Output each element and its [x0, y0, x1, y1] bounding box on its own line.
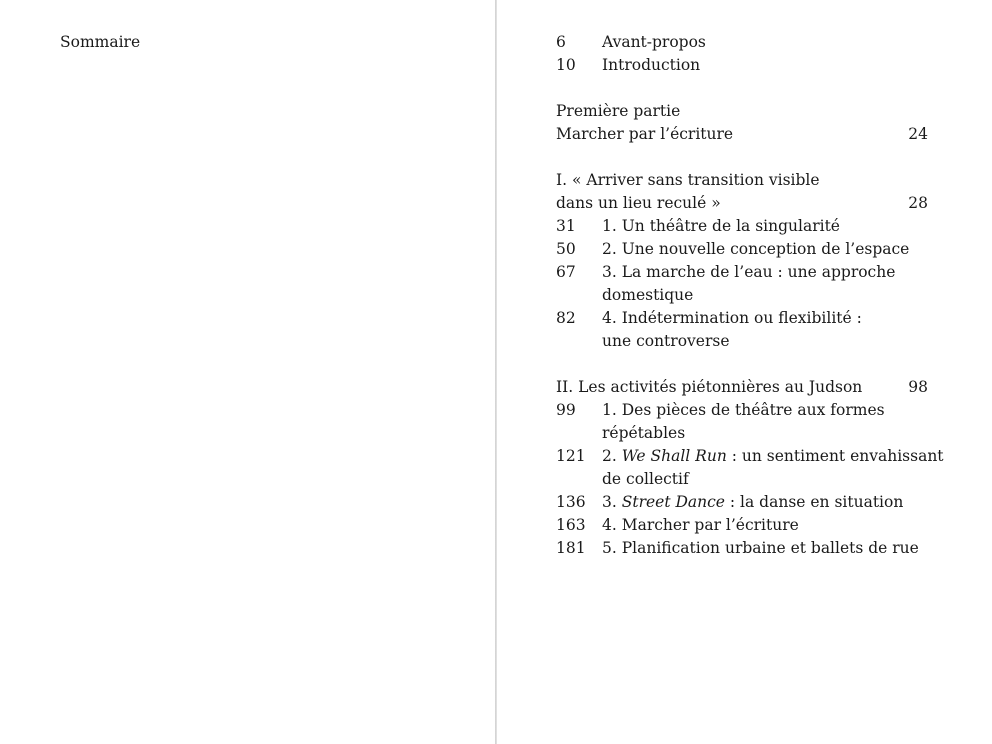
toc-page-number: 24 — [908, 125, 928, 143]
chapter-title-line: II. Les activités piétonnières au Judson — [556, 378, 863, 396]
toc-section-cont[interactable] — [556, 330, 936, 353]
toc-page-number: 6 — [556, 33, 566, 51]
toc-section-label: une controverse — [602, 332, 730, 350]
toc-page-number: 50 — [556, 240, 576, 258]
section-rest: : un sentiment envahissant — [726, 447, 944, 465]
toc-section-label: 1. Des pièces de théâtre aux formes — [602, 401, 885, 419]
chapter-title-line: I. « Arriver sans transition visible — [556, 171, 820, 189]
table-of-contents — [556, 31, 944, 560]
toc-page-number: 181 — [556, 539, 586, 557]
toc-section[interactable] — [556, 215, 936, 238]
toc-section-label: 3. La marche de l’eau : une approche — [602, 263, 896, 281]
toc-page-number: 28 — [908, 194, 928, 212]
section-prefix: 2. — [602, 447, 622, 465]
toc-section-label: 1. Un théâtre de la singularité — [602, 217, 840, 235]
toc-section-label: domestique — [602, 286, 694, 304]
italic-title: Street Dance — [621, 493, 725, 511]
toc-section[interactable] — [556, 238, 936, 261]
italic-title: We Shall Run — [621, 447, 727, 465]
toc-entry-introduction[interactable] — [556, 54, 936, 77]
section-prefix: 3. — [602, 493, 622, 511]
toc-section[interactable] — [556, 307, 936, 330]
toc-section[interactable] — [556, 514, 936, 537]
toc-section-label: 4. Marcher par l’écriture — [602, 516, 799, 534]
part-title-label: Marcher par l’écriture — [556, 125, 734, 143]
toc-page-number: 82 — [556, 309, 576, 327]
toc-section-label: répétables — [602, 424, 686, 442]
toc-page-number: 10 — [556, 56, 576, 74]
toc-chapter-title-cont[interactable] — [556, 192, 936, 215]
toc-entry-avant-propos[interactable] — [556, 31, 936, 54]
toc-section-label: 4. Indétermination ou flexibilité : — [602, 309, 862, 327]
toc-section[interactable] — [556, 537, 936, 560]
toc-section[interactable] — [556, 261, 936, 284]
part-heading-label: Première partie — [556, 102, 681, 120]
toc-chapter-title[interactable] — [556, 376, 936, 399]
page-title: Sommaire — [60, 33, 141, 51]
toc-page-number: 121 — [556, 447, 586, 465]
toc-page-number: 136 — [556, 493, 586, 511]
toc-section-label — [602, 491, 903, 514]
toc-section-label: de collectif — [602, 470, 689, 488]
toc-page-number: 31 — [556, 217, 576, 235]
toc-page-number: 67 — [556, 263, 576, 281]
toc-part-title[interactable] — [556, 123, 936, 146]
chapter-title-line: dans un lieu reculé » — [556, 194, 721, 212]
left-page — [0, 0, 495, 744]
toc-page-number: 98 — [908, 378, 928, 396]
toc-chapter-title[interactable] — [556, 169, 936, 192]
toc-section[interactable] — [556, 445, 944, 468]
toc-part-heading — [556, 100, 936, 123]
toc-section-label — [602, 445, 944, 468]
toc-entry-label: Introduction — [602, 56, 701, 74]
toc-section[interactable] — [556, 491, 936, 514]
toc-page-number: 163 — [556, 516, 586, 534]
toc-page-number: 99 — [556, 401, 576, 419]
toc-section-cont[interactable] — [556, 468, 936, 491]
toc-entry-label: Avant-propos — [602, 33, 706, 51]
toc-section-cont[interactable] — [556, 284, 936, 307]
section-rest: : la danse en situation — [724, 493, 904, 511]
toc-section-label: 5. Planification urbaine et ballets de rue — [602, 539, 919, 557]
toc-section[interactable] — [556, 399, 936, 422]
toc-section-label: 2. Une nouvelle conception de l’espace — [602, 240, 910, 258]
toc-section-cont[interactable] — [556, 422, 936, 445]
